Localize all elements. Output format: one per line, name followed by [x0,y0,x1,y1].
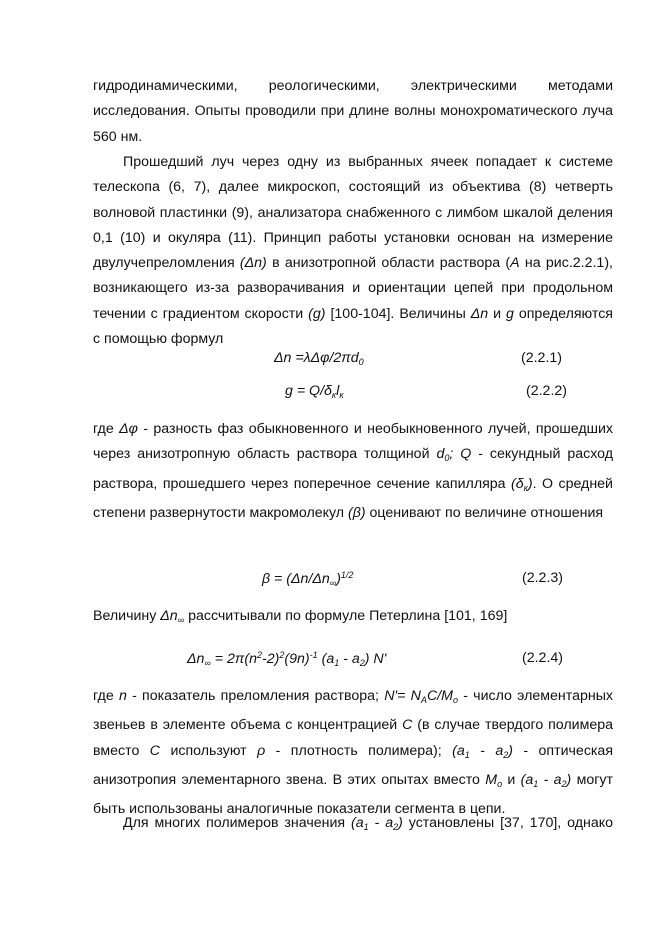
text-line: телескопа (6, 7), далее микроскоп, состоящий из объектива (8) четверть [93,179,613,196]
paragraph-1 [93,74,613,150]
equation-number: (2.2.1) [521,350,563,366]
text-line: 560 нм. [93,128,143,145]
text-line: звеньев в элементе объема с концентрацией C (в случае твердого полимера [93,717,614,734]
paragraph-6 [93,811,613,840]
equation-2-2-4: $\Delta n_\infty = 2\pi(n^2-2)^2(9n)^{-1}$ $(a_1 - a_2)$ N' [187,650,387,668]
equation-number: (2.2.3) [522,570,564,586]
equation-2-2-1: $\Delta n =\lambda\Delta\varphi/2\pi d_0$ [274,350,364,367]
text-line: где Δφ - разность фаз обыкновенного и необыкновенного лучей, прошедших [93,421,613,437]
text-line: где n - показатель преломления раствора; $N'= N_AC/M_o$ - число элементарных [93,688,613,705]
equation-number: (2.2.2) [526,383,568,399]
equation-2-2-2: $g = Q/\delta_кl_к$ [285,383,344,400]
paragraph-5 [93,684,613,822]
paragraph-4 [93,604,613,633]
text-line: Величину $\Delta n_\infty$ рассчитывали по формуле Петерлина [101, 169] [93,608,508,625]
text-line: двулучепреломления (Δn) в анизотропной области раствора (A на рис.2.2.1), [93,255,613,272]
text-line: быть использованы аналогичные показатели сегмента в цепи. [93,801,506,818]
text-line: вместо C используют ρ - плотность полимера); $(a_1 - a_2)$ - оптическая [93,742,614,760]
paragraph-3 [93,417,613,526]
text-line: волновой пластинки (9), анализатора снабженного с лимбом шкалой деления [93,204,613,221]
text-line: возникающего из-за разворачивания и ориентации цепей при продольном [93,280,613,297]
text-line: Для многих полимеров значения $(a_1 - a_2)$ установлены [37, 170], однако [123,815,613,832]
text-line: гидродинамическими, реологическими, электрическими методами [93,78,613,94]
text-line: степени развернутости макромолекул (β) оценивают по величине отношения [93,504,604,521]
text-line: 0,1 (10) и окуляра (11). Принцип работы установки основан на измерение [93,229,613,246]
equation-number: (2.2.4) [522,650,564,666]
text-line: через анизотропную область раствора толщиной $d_0$; Q - секундный расход [93,446,614,464]
text-line: исследования. Опыты проводили при длине волны монохроматического луча [93,103,613,120]
text-line: раствора, прошедшего через поперечное сечение капилляра $(\delta_к)$. О средней [93,475,613,493]
paragraph-2 [93,150,613,352]
text-line: анизотропия элементарного звена. В этих опытах вместо $M_o$ и $(a_1 - a_2)$ могут [93,771,613,789]
text-line: с помощью формул [93,331,224,348]
text-line: Прошедший луч через одну из выбранных ячеек попадает к системе [123,154,613,170]
text-line: течении с градиентом скорости (g) [100-104]. Величины Δn и g определяются [93,305,613,322]
equation-2-2-3: $\beta = (\Delta n/\Delta n_\infty)^{1/2}$ [262,570,354,588]
